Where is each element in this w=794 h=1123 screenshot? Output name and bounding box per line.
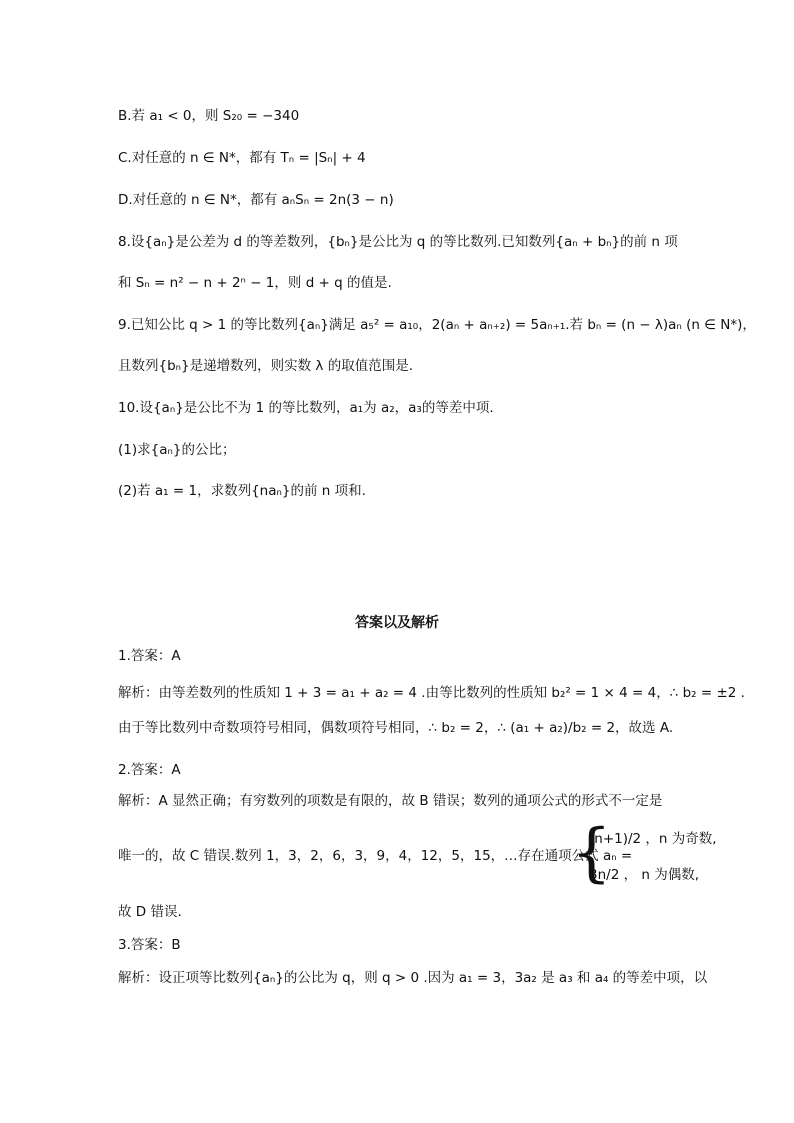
- answers-heading: 答案以及解析: [355, 615, 439, 631]
- option-d: D.对任意的 n ∈ N*，都有 aₙSₙ = 2n(3 − n): [118, 192, 394, 208]
- answer-1-line-1: 解析：由等差数列的性质知 1 + 3 = a₁ + a₂ = 4 .由等比数列的性质知 b₂² = 1 × 4 = 4，∴ b₂ = ±2 .: [118, 685, 745, 701]
- answer-2-line-2: 唯一的，故 C 错误.数列 1，3，2，6，3，9，4，12，5，15，…存在通项公式 aₙ =: [118, 848, 633, 864]
- question-8-line-2: 和 Sₙ = n² − n + 2ⁿ − 1，则 d + q 的值是.: [118, 275, 392, 291]
- option-b: B.若 a₁ < 0，则 S₂₀ = −340: [118, 108, 300, 124]
- question-9-line-2: 且数列{bₙ}是递增数列，则实数 λ 的取值范围是.: [118, 358, 413, 374]
- piecewise-formula: [555, 815, 717, 893]
- answer-2-label: 2.答案：A: [118, 762, 181, 778]
- question-8-line-1: 8.设{aₙ}是公差为 d 的等差数列，{bₙ}是公比为 q 的等比数列.已知数列{aₙ + bₙ}的前 n 项: [118, 234, 678, 250]
- piecewise-case-odd: (n+1)/2 ，n 为奇数,: [589, 831, 717, 847]
- question-10-part-2: (2)若 a₁ = 1，求数列{naₙ}的前 n 项和.: [118, 483, 366, 499]
- question-10-line-1: 10.设{aₙ}是公比不为 1 的等比数列，a₁为 a₂，a₃的等差中项.: [118, 400, 494, 416]
- answer-1-label: 1.答案：A: [118, 648, 181, 664]
- answer-2-line-3: 故 D 错误.: [118, 904, 182, 920]
- question-9-line-1: 9.已知公比 q > 1 的等比数列{aₙ}满足 a₅² = a₁₀，2(aₙ + aₙ₊₂) = 5aₙ₊₁.若 bₙ = (n − λ)aₙ (n ∈ N*)，: [118, 317, 756, 333]
- option-c: C.对任意的 n ∈ N*，都有 Tₙ = |Sₙ| + 4: [118, 150, 366, 166]
- question-10-part-1: (1)求{aₙ}的公比；: [118, 442, 236, 458]
- piecewise-case-even: 3n/2 ， n 为偶数,: [589, 867, 700, 883]
- brace-glyph: {: [571, 816, 612, 890]
- answer-1-line-2: 由于等比数列中奇数项符号相同，偶数项符号相同，∴ b₂ = 2，∴ (a₁ + a₂)/b₂ = 2，故选 A.: [118, 720, 674, 736]
- answer-3-line-1: 解析：设正项等比数列{aₙ}的公比为 q，则 q > 0 .因为 a₁ = 3，3a₂ 是 a₃ 和 a₄ 的等差中项，以: [118, 970, 708, 986]
- answer-3-label: 3.答案：B: [118, 937, 181, 953]
- answer-2-line-1: 解析：A 显然正确；有穷数列的项数是有限的，故 B 错误；数列的通项公式的形式不一定是: [118, 793, 663, 809]
